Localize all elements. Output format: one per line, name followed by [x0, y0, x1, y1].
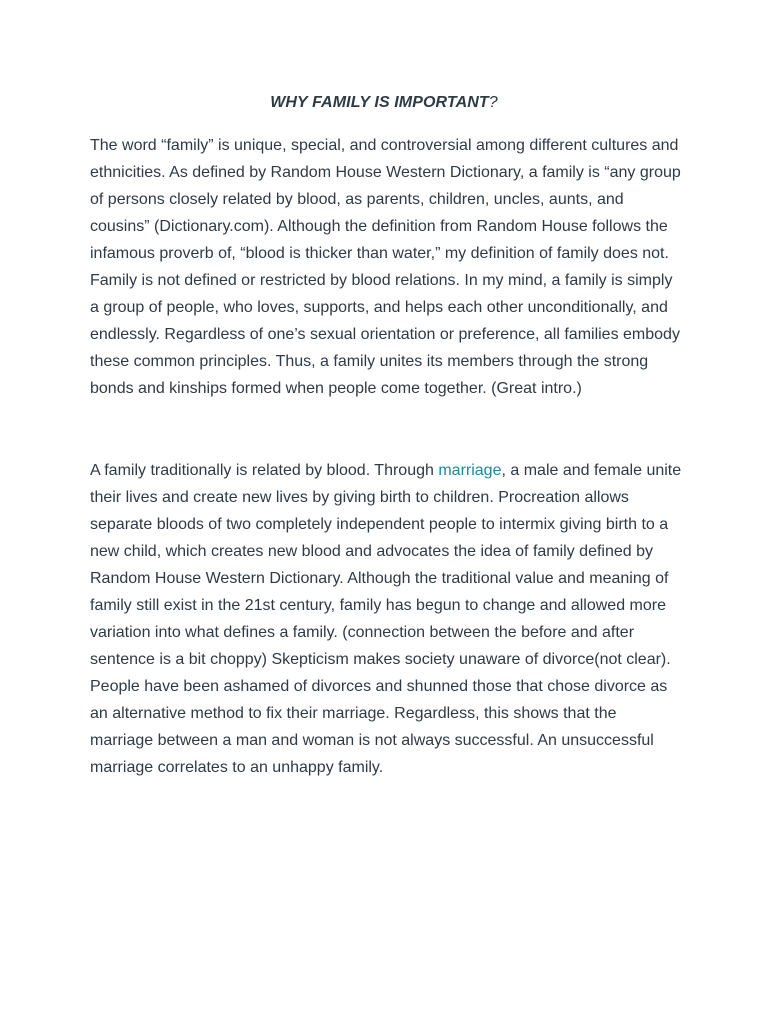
- paragraph-intro: The word “family” is unique, special, and controversial among different cultures and ethnicities. As defined by Random House Western Dictionary, a family is “any group of persons closely related by blood, as parents, children, uncles, aunts, and cousins” (Dictionary.com). Although the definition from Random House follows the infamous proverb of, “blood is thicker than water,” my definition of family does not. Family is not defined or restricted by blood relations. In my mind, a family is simply a group of people, who loves, supports, and helps each other unconditionally, and endlessly. Regardless of one’s sexual orientation or preference, all families embody these common principles. Thus, a family unites its members through the strong bonds and kinships formed when people come together. (Great intro.): [90, 137, 681, 397]
- marriage-link[interactable]: marriage: [438, 462, 502, 479]
- paragraph-body: [90, 457, 682, 781]
- paragraph-body-after-link: , a male and female unite their lives and create new lives by giving birth to children. Procreation allows separate bloods of two completely independent people to intermix giving birth to a new child, which creates new blood and advocates the idea of family defined by Random House Western Dictionary. Although the traditional value and meaning of family still exist in the 21st century, family has begun to change and allowed more variation into what defines a family. (connection between the before and after sentence is a bit choppy) Skepticism makes society unaware of divorce(not clear). People have been ashamed of divorces and shunned those that chose divorce as an alternative method to fix their marriage. Regardless, this shows that the marriage between a man and woman is not always successful. An unsuccessful marriage correlates to an unhappy family.: [90, 462, 682, 776]
- document-title-text: WHY FAMILY IS IMPORTANT: [270, 94, 489, 111]
- document-title: [0, 94, 768, 112]
- paragraph-body-before-link: A family traditionally is related by blood. Through: [90, 462, 439, 479]
- document-title-suffix: ?: [488, 94, 498, 111]
